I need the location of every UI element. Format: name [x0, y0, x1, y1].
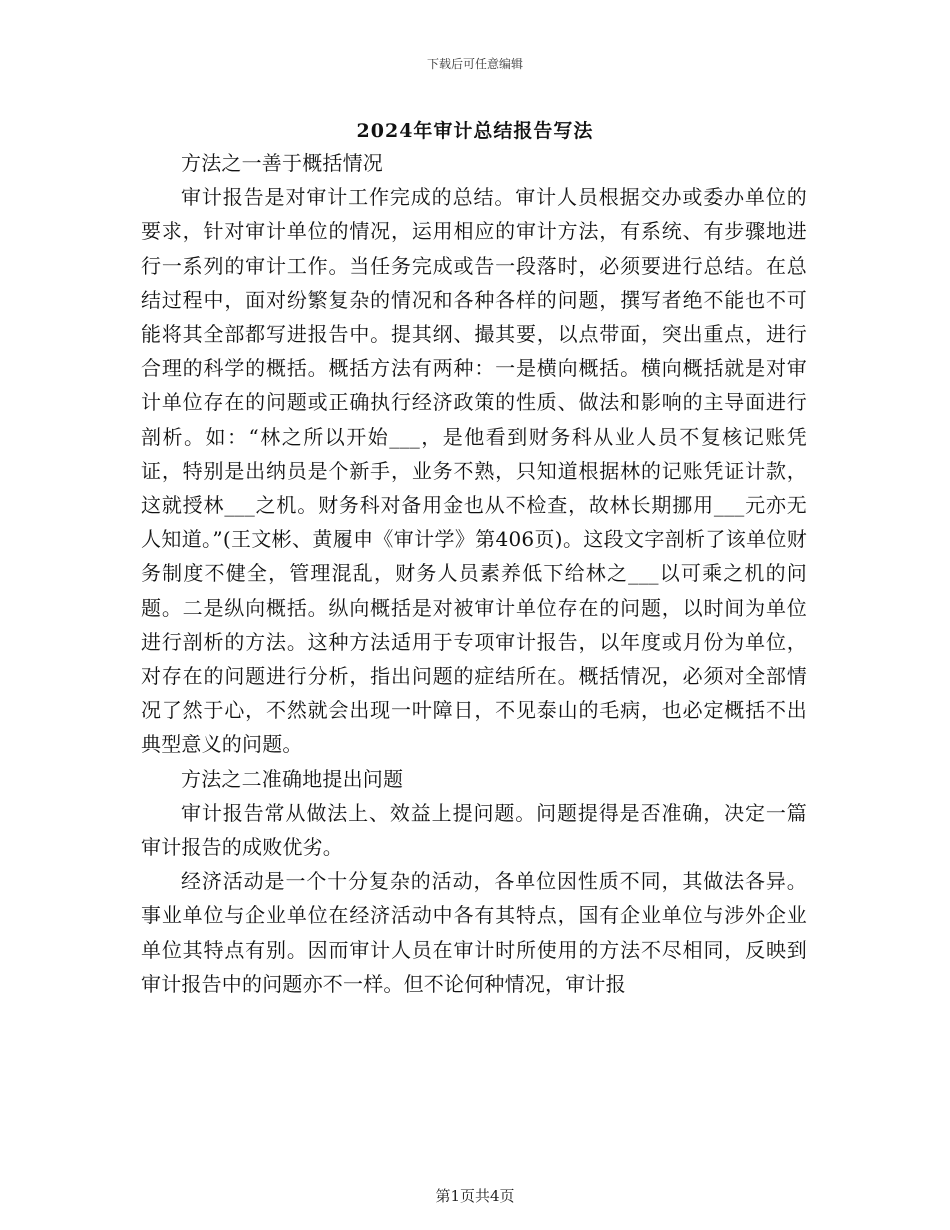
document-body [141, 146, 807, 1001]
paragraph-2: 审计报告常从做法上、效益上提问题。问题提得是否准确，决定一篇审计报告的成败优劣。 [141, 800, 807, 860]
document-title: 2024年审计总结报告写法 [356, 120, 594, 142]
header-note: 下载后可任意编辑 [426, 57, 523, 71]
paragraph-1: 审计报告是对审计工作完成的总结。审计人员根据交办或委办单位的要求，针对审计单位的情况，运用相应的审计方法，有系统、有步骤地进行一系列的审计工作。当任务完成或告一段落时，必须要进行总结。在总结过程中，面对纷繁复杂的情况和各种各样的问题，撰写者绝不能也不可能将其全部都写进报告中。提其纲、撮其要，以点带面，突出重点，进行合理的科学的概括。概括方法有两种：一是横向概括。横向概括就是对审计单位存在的问题或正确执行经济政策的性质、做法和影响的主导面进行剖析。如：“林之所以开始___，是他看到财务科从业人员不复核记账凭证，特别是出纳员是个新手，业务不熟，只知道根据林的记账凭证计款，这就授林___之机。财务科对备用金也从不检查，故林长期挪用___元亦无人知道。”(王文彬、黄履申《审计学》第406页)。这段文字剖析了该单位财务制度不健全，管理混乱，财务人员素养低下给林之___以可乘之机的问题。二是纵向概括。纵向概括是对被审计单位存在的问题，以时间为单位进行剖析的方法。这种方法适用于专项审计报告，以年度或月份为单位，对存在的问题进行分析，指出问题的症结所在。概括情况，必须对全部情况了然于心，不然就会出现一叶障日，不见泰山的毛病，也必定概括不出典型意义的问题。 [141, 185, 807, 757]
section-heading-2: 方法之二准确地提出问题 [181, 766, 404, 791]
page-number: 第1页共4页 [435, 1187, 515, 1205]
section-heading-1: 方法之一善于概括情况 [181, 151, 383, 175]
paragraph-3: 经济活动是一个十分复杂的活动，各单位因性质不同，其做法各异。事业单位与企业单位在经济活动中各有其特点，国有企业单位与涉外企业单位其特点有别。因而审计人员在审计时所使用的方法不尽相同，反映到审计报告中的问题亦不一样。但不论何种情况，审计报 [141, 869, 807, 996]
